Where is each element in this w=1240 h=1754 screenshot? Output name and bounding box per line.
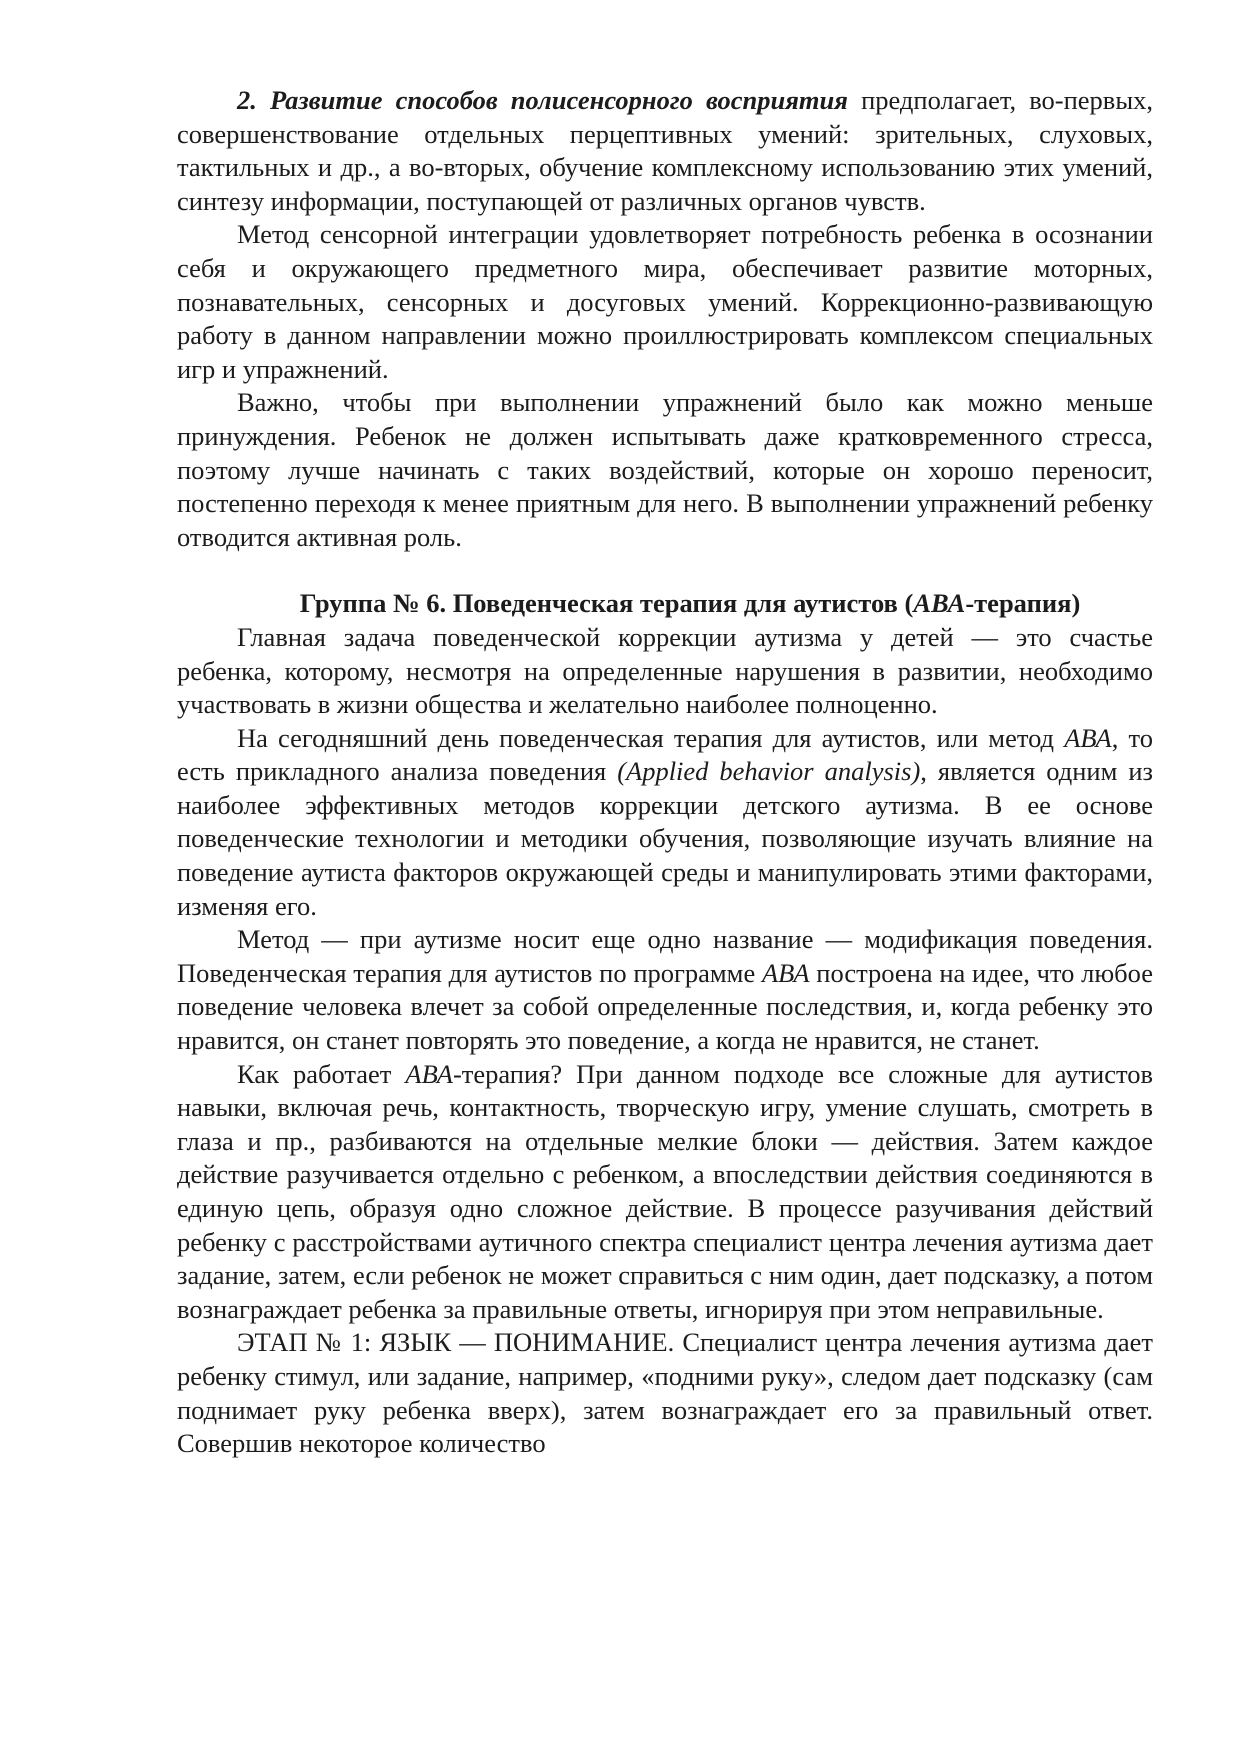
- paragraph-text: построена на идее, что любое поведение человека влечет за собой определенные последствия, и, когда ребенку это нравится, он станет повторять это поведение, а когда не нравится, не станет.: [177, 957, 1153, 1056]
- heading-aba: АВА: [913, 588, 966, 619]
- paragraph-text: Метод — при аутизме носит еще одно название — модификация поведения. Поведенческая терапия для аутистов по программе: [177, 924, 1153, 988]
- paragraph-behavior-modification: [177, 923, 1153, 1057]
- paragraph-text: -терапия? При данном подходе все сложные для аутистов навыки, включая речь, контактность, творческую игру, умение слушать, смотреть в глаза и пр., разбиваются на отдельные мелкие блоки — действия. Затем каждое действие разучивается отдельно с ребенком, а впоследствии действия соединяются в единую цепь, образуя одно сложное действие. В процессе разучивания действий ребенку с расстройствами аутичного спектра специалист центра лечения аутизма дает задание, затем, если ребенок не может справиться с ним один, дает подсказку, а потом вознаграждает ребенка за правильные ответы, игнорируя при этом неправильные.: [177, 1058, 1153, 1324]
- english-term: (Applied behavior analysis): [617, 756, 921, 787]
- aba-term: АВА: [405, 1058, 453, 1089]
- paragraph-exercises: Важно, чтобы при выполнении упражнений было как можно меньше принуждения. Ребенок не должен испытывать даже кратковременного стресса, поэтому лучше начинать с таких воздействий, которые он хорошо переносит, постепенно переходя к менее приятным для него. В выполнении упражнений ребенку отводится активная роль.: [177, 387, 1153, 552]
- paragraph-text: , то есть прикладного анализа поведения: [177, 722, 1153, 787]
- paragraph-text: Как работает: [237, 1058, 406, 1089]
- aba-term: АВА: [1064, 722, 1112, 753]
- paragraph-aba-method: [177, 722, 1153, 924]
- paragraph-text: На сегодняшний день поведенческая терапия для аутистов, или метод: [237, 722, 1065, 753]
- paragraph-how-it-works: [177, 1058, 1153, 1327]
- aba-term: АВА: [761, 957, 810, 988]
- paragraph-lead-title: 2. Развитие способов полисенсорного восприятия: [237, 85, 848, 115]
- heading-text: Группа № 6. Поведенческая терапия для аутистов (: [299, 588, 914, 619]
- paragraph-text: предполагает, во-первых, совершенствование отдельных перцептивных умений: зрительных, слуховых, тактильных и др., а во-вторых, обучение комплексному использованию этих умений, синтезу информации, поступающей от различных органов чувств.: [177, 85, 1154, 216]
- paragraph-text: , является одним из наиболее эффективных методов коррекции детского аутизма. В ее основе поведенческие технологии и методики обучения, позволяющие изучать влияние на поведение аутиста факторов окружающей среды и манипулировать этими факторами, изменяя его.: [177, 756, 1153, 921]
- paragraph-sensory-integration: Метод сенсорной интеграции удовлетворяет потребность ребенка в осознании себя и окружающего предметного мира, обеспечивает развитие моторных, познавательных, сенсорных и досуговых умений. Коррекционно-развивающую работу в данном направлении можно проиллюстрировать комплексом специальных игр и упражнений.: [177, 219, 1153, 384]
- paragraph-polysensory: [177, 84, 1153, 218]
- paragraph-stage-1: ЭТАП № 1: ЯЗЫК — ПОНИМАНИЕ. Специалист центра лечения аутизма дает ребенку стимул, или задание, например, «подними руку», следом дает подсказку (сам поднимает руку ребенка вверх), затем вознаграждает его за правильный ответ. Совершив некоторое количество: [177, 1327, 1153, 1459]
- section-heading: [177, 587, 1153, 621]
- document-body: [177, 84, 1153, 1461]
- paragraph-main-task: Главная задача поведенческой коррекции аутизма у детей — это счастье ребенка, которому, несмотря на определенные нарушения в развитии, необходимо участвовать в жизни общества и желательно наиболее полноценно.: [177, 621, 1153, 720]
- heading-text-end: -терапия): [965, 588, 1081, 619]
